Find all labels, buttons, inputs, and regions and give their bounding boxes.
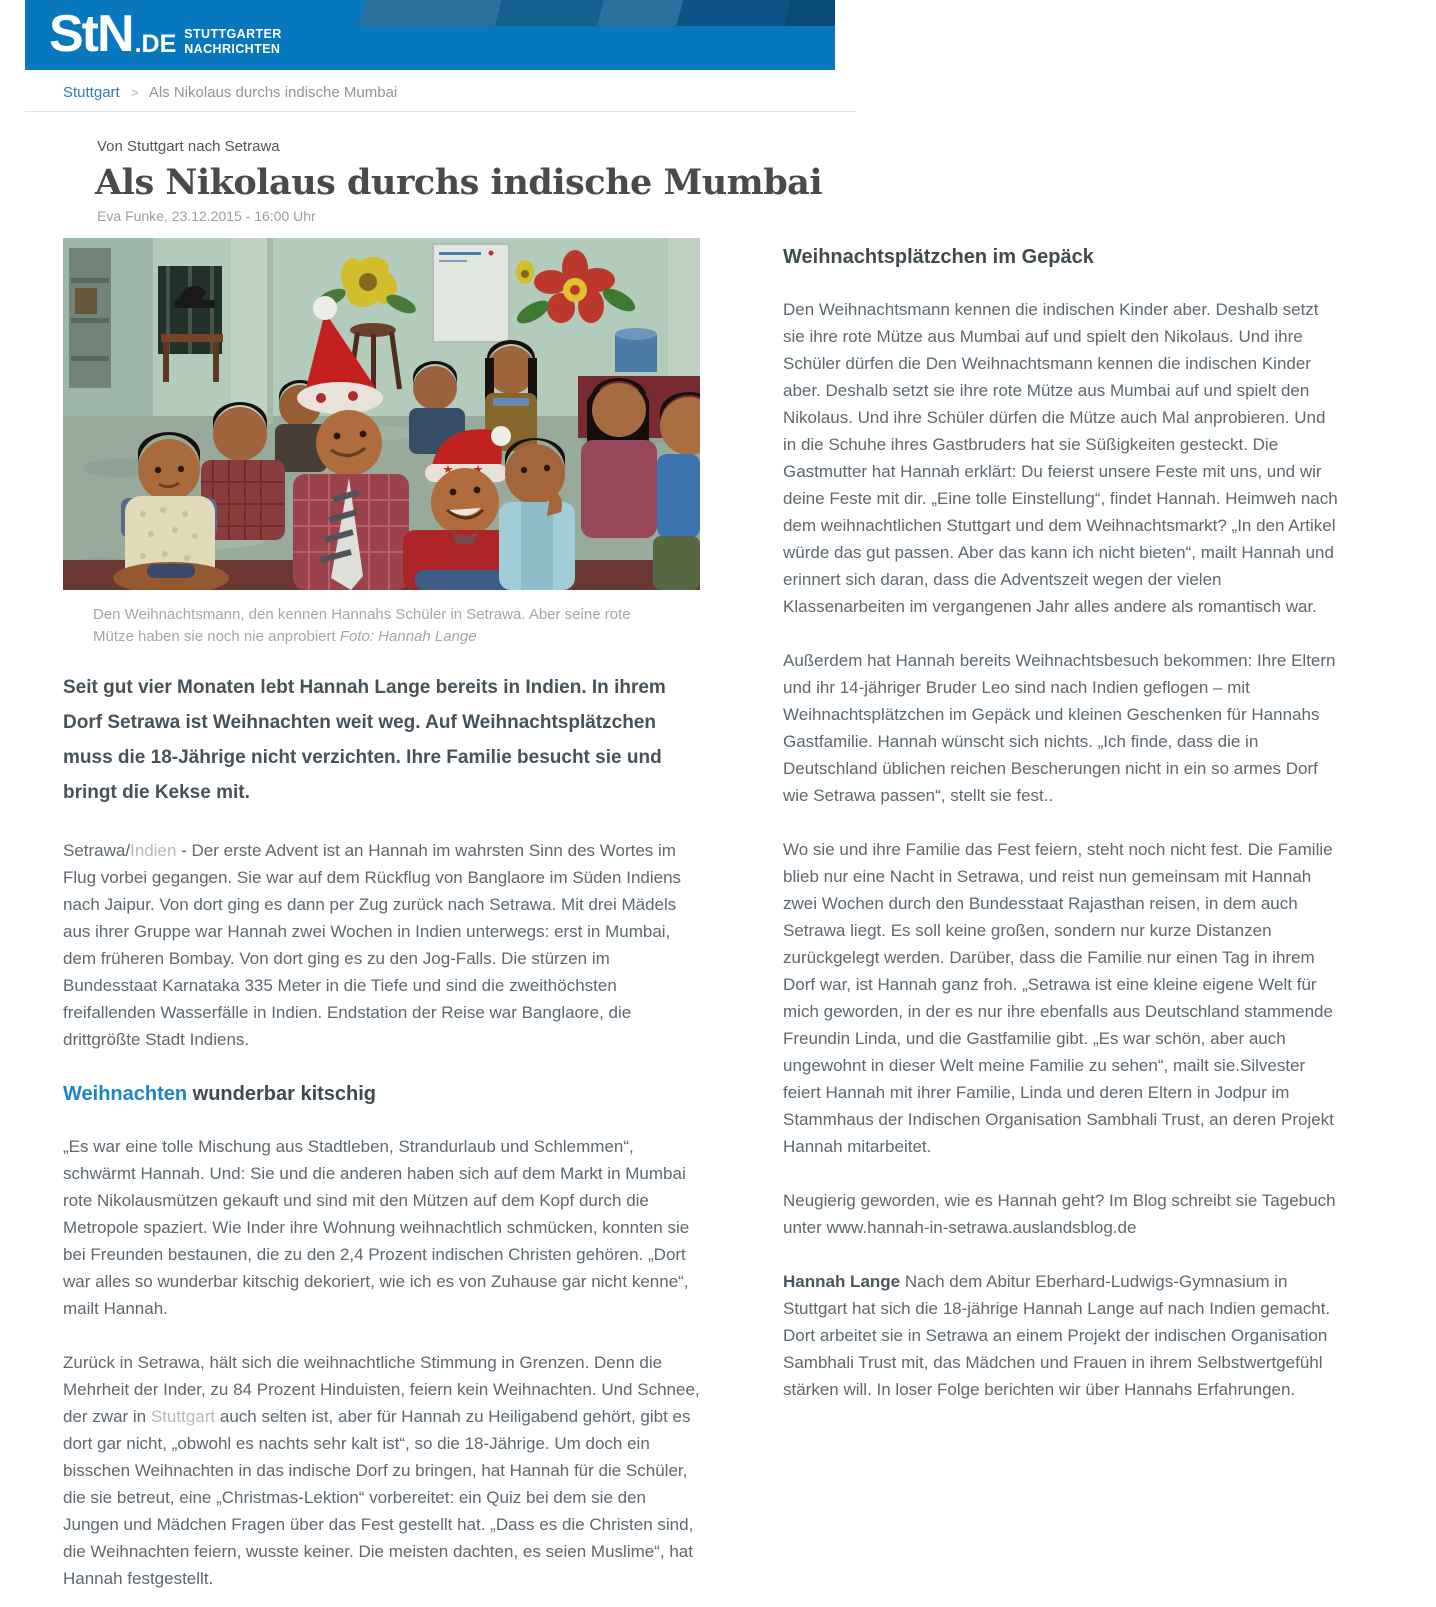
paragraph-3-prefix: Zurück in Setrawa, hält sich die weihnachtliche Stimmung in Grenzen. Denn die Mehrheit der Inder, zu 84 Prozent Hinduisten, feiern kein Weihnachten. Und Schnee, der zwar in [63, 1353, 700, 1426]
logo-main-text: StN [49, 5, 133, 63]
logo-tagline [184, 27, 281, 56]
article-lead: Seit gut vier Monaten lebt Hannah Lange bereits in Indien. In ihrem Dorf Setrawa ist Weihnachten weit weg. Auf Weihnachtsplätzchen muss die 18-Jährige nicht verzichten. Ihre Familie besucht sie und bringt die Kekse mit. [63, 677, 666, 803]
article-header [97, 138, 1436, 224]
left-column [63, 238, 705, 1592]
article-photo [63, 238, 700, 590]
paragraph-3-rest: auch selten ist, aber für Hannah zu Heiligabend gehört, gibt es dort gar nicht, „obwohl es nachts sehr kalt ist“, so die 18-Jährige. Um doch ein bisschen Weihnachten in das indische Dorf zu bringen, hat Hannah für die Schüler, die sie betreut, eine „Christmas-Lektion“ vorbereitet: ein Quiz bei dem sie den Jungen und Mädchen Fragen über das Fest gestellt hat. „Dass es die Christen sind, die Weihnachten feiern, wusste keiner. Die meisten dachten, es seien Muslime“, hat Hannah festgestellt. [63, 1407, 694, 1588]
right-column [783, 238, 1341, 1403]
article-byline: Eva Funke, 23.12.2015 - 16:00 Uhr [97, 208, 316, 224]
right-paragraph-5-rest: Nach dem Abitur Eberhard-Ludwigs-Gymnasium in Stuttgart hat sich die 18-jährige Hannah Lange auf nach Indien gemacht. Dort arbeitet sie in Setrawa an einem Projekt der indischen Organisation Sambhali Trust mit, das Mädchen und Frauen in ihrem Selbstwertgefühl stärken will. In loser Folge berichten wir über Hannahs Erfahrungen. [783, 1272, 1331, 1399]
stn-logo[interactable] [49, 5, 282, 63]
right-paragraph-1: Den Weihnachtsmann kennen die indischen Kinder aber. Deshalb setzt sie ihre rote Mütze aus Mumbai auf und spielt den Nikolaus. Und ihre Schüler dürfen die Den Weihnachtsmann kennen die indischen Kinder aber. Deshalb setzt sie ihre rote Mütze aus Mumbai auf und spielt den Nikolaus. Und ihre Schüler dürfen die Mütze auch Mal anprobieren. Und in die Schuhe ihres Gastbruders hat sie Süßigkeiten gesteckt. Die Gastmutter hat Hannah erklärt: Du feierst unsere Feste mit uns, und wir deine Feste mit dir. „Eine tolle Einstellung“, findet Hannah. Heimweh nach dem weihnachtlichen Stuttgart und dem Weihnachtsmarkt? „In den Artikel würde das gut passen. Aber das kann ich nicht bieten“, mailt Hannah und erinnert sich daran, dass die Adventszeit wegen der vielen Klassenarbeiten im vergangenen Jahr alles andere als romantisch war. [783, 300, 1338, 616]
paragraph-2: „Es war eine tolle Mischung aus Stadtleben, Strandurlaub und Schlemmen“, schwärmt Hannah. Und: Sie und die anderen haben sich auf dem Markt in Mumbai rote Nikolausmützen gekauft und sind mit den Mützen auf dem Kopf durch die Metropole spaziert. Wie Inder ihre Wohnung weihnachtlich schmücken, konnten sie bei Freunden bestaunen, die zu den 2,4 Prozent indischen Christen gehören. „Dort war alles so wunderbar kitschig dekoriert, wie ich es von Zuhause gar nicht kenne“, mailt Hannah. [63, 1137, 690, 1318]
paragraph-1-rest: - Der erste Advent ist an Hannah im wahrsten Sinn des Wortes im Flug vorbei gegangen. Sie war auf dem Rückflug von Banglaore im Süden Indiens nach Jaipur. Von dort ging es dann per Zug zurück nach Setrawa. Mit drei Mädels aus ihrer Gruppe war Hannah zwei Wochen in Indien unterwegs: erst in Mumbai, dem früheren Bombay. Von dort ging es zu den Jog-Falls. Die stürzen im Bundesstaat Karnataka 335 Meter in die Tiefe und sind die zweithöchsten freifallenden Wasserfälle in Indien. Endstation der Reise war Banglaore, die drittgrößte Stadt Indiens. [63, 841, 682, 1049]
breadcrumb-divider: > [130, 85, 139, 100]
logo-tagline-line1: STUTTGARTER [184, 27, 282, 42]
article-kicker: Von Stuttgart nach Setrawa [97, 138, 280, 155]
photo-caption [93, 604, 668, 648]
photo-caption-text: Den Weihnachtsmann, den kennen Hannahs Schüler in Setrawa. Aber seine rote Mütze haben sie noch nie anprobiert [93, 606, 631, 645]
breadcrumb [63, 84, 1436, 101]
right-paragraph-3: Wo sie und ihre Familie das Fest feiern, steht noch nicht fest. Die Familie blieb nur eine Nacht in Setrawa, und reist nun gemeinsam mit Hannah zwei Wochen durch den Bundesstaat Rajasthan reisen, in dem auch Setrawa liegt. Es soll keine großen, sondern nur kurze Distanzen zurückgelegt werden. Darüber, dass die Familie nur einen Tag in ihrem Dorf war, ist Hannah ganz froh. „Setrawa ist eine kleine eigene Welt für mich geworden, in der es nur ihre ebenfalls aus Deutschland stammende Freundin Linda, und die Gastfamilie gibt. „Es war schön, aber auch ungewohnt in dieser Welt meine Familie zu sehen“, mailt sie.Silvester feiert Hannah mit ihrer Familie, Linda und deren Eltern in Jodpur im Stammhaus der Indischen Organisation Sambhali Trust, an deren Projekt Hannah mitarbeitet. [783, 840, 1334, 1156]
breadcrumb-current: Als Nikolaus durchs indische Mumbai [148, 84, 398, 101]
weihnachten-link[interactable]: Weihnachten [63, 1083, 188, 1105]
paragraph-1 [63, 837, 705, 1053]
indien-link[interactable]: Indien [130, 841, 177, 860]
photo-credit: Foto: Hannah Lange [339, 628, 477, 645]
right-paragraph-4: Neugierig geworden, wie es Hannah geht? Im Blog schreibt sie Tagebuch unter www.hannah-in-setrawa.auslandsblog.de [783, 1191, 1336, 1237]
left-subheading [63, 1083, 705, 1106]
author-highlight: Hannah Lange [783, 1272, 901, 1291]
breadcrumb-section-link[interactable]: Stuttgart [63, 84, 120, 101]
logo-tagline-line2: NACHRICHTEN [184, 41, 281, 56]
right-paragraph-2: Außerdem hat Hannah bereits Weihnachtsbesuch bekommen: Ihre Eltern und ihr 14-jähriger Bruder Leo sind nach Indien geflogen – mit Weihnachtsplätzchen im Gepäck und kleinen Geschenken für Hannahs Gastfamilie. Hannah wünscht sich nichts. „Ich finde, dass die in Deutschland üblichen reichen Bescherungen nicht in ein so armes Dorf wie Setrawa passen“, stellt sie fest.. [783, 651, 1336, 805]
page-title: Als Nikolaus durchs indische Mumbai [95, 162, 823, 203]
header-diagonal-decoration [275, 0, 835, 26]
left-subheading-rest: wunderbar kitschig [187, 1083, 377, 1105]
paragraph-1-prefix: Setrawa/ [63, 841, 131, 860]
logo-suffix-text: .DE [134, 30, 177, 58]
site-header [25, 0, 835, 70]
article-body [63, 238, 1436, 1592]
right-paragraph-5 [783, 1268, 1341, 1403]
article-photo-figure [63, 238, 705, 648]
header-divider [25, 111, 856, 112]
paragraph-3 [63, 1349, 705, 1592]
stuttgart-link[interactable]: Stuttgart [150, 1407, 216, 1426]
right-subheading: Weihnachtsplätzchen im Gepäck [783, 246, 1094, 268]
